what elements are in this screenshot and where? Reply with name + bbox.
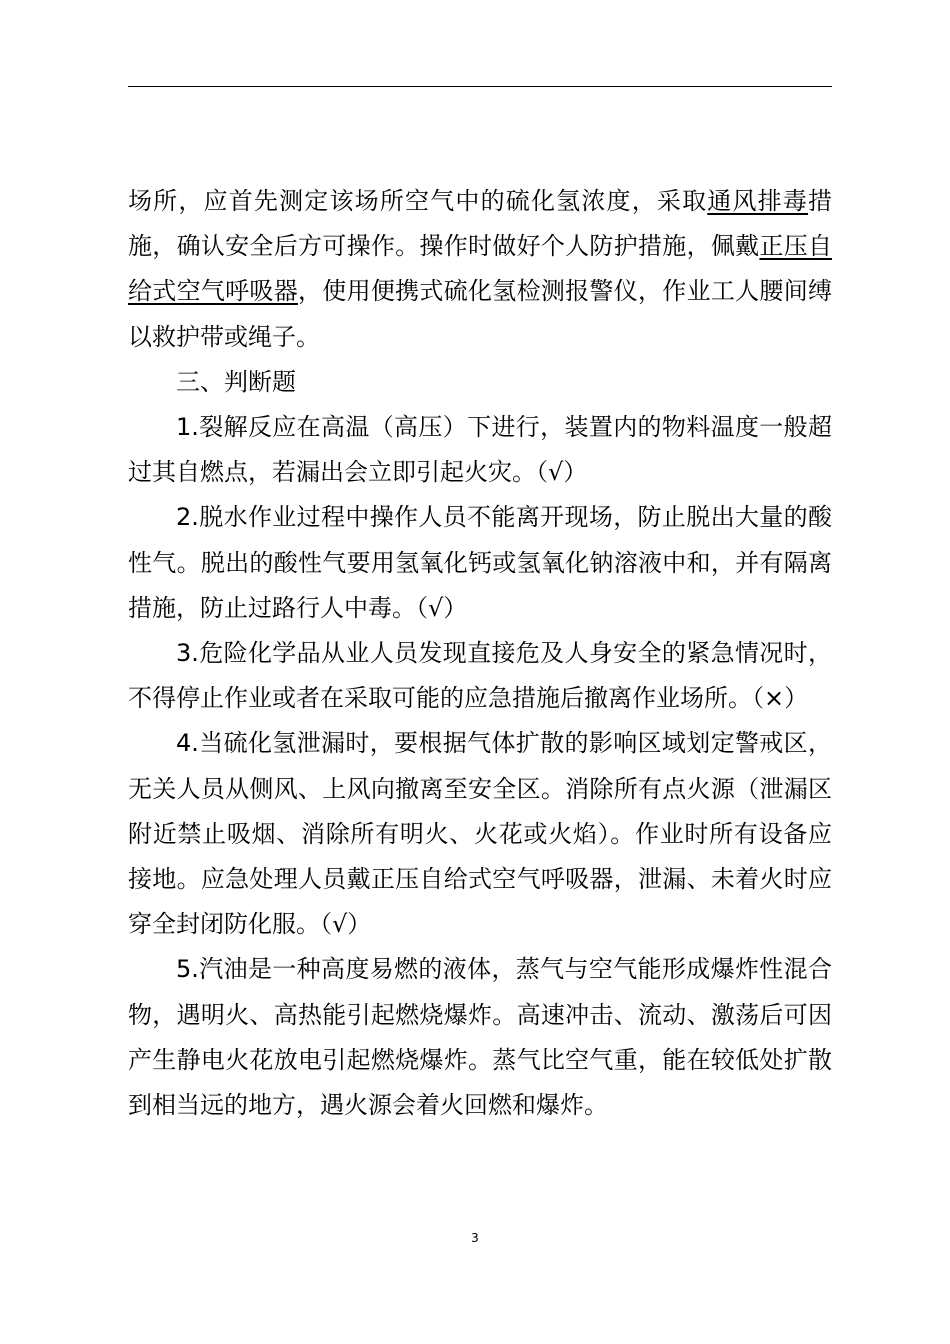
document-body — [128, 179, 832, 1128]
question-item: 4.当硫化氢泄漏时，要根据气体扩散的影响区域划定警戒区，无关人员从侧风、上风向撤离至安全区。消除所有点火源（泄漏区附近禁止吸烟、消除所有明火、火花或火焰）。作业时所有设备应接地。应急处理人员戴正压自给式空气呼吸器，泄漏、未着火时应穿全封闭防化服。（√） — [128, 729, 832, 939]
page-number: 3 — [471, 1231, 479, 1245]
section-heading: 三、判断题 — [176, 367, 296, 396]
question-item: 2.脱水作业过程中操作人员不能离开现场，防止脱出大量的酸性气。脱出的酸性气要用氢氧化钙或氢氧化钠溶液中和，并有隔离措施，防止过路行人中毒。（√） — [128, 503, 832, 622]
paragraph-text: ，使用便携式硫化氢检测报警仪，作业工人腰间缚以救护带或绳子。 — [128, 277, 832, 351]
question-item: 5.汽油是一种高度易燃的液体，蒸气与空气能形成爆炸性混合物，遇明火、高热能引起燃烧爆炸。高速冲击、流动、激荡后可因产生静电火花放电引起燃烧爆炸。蒸气比空气重，能在较低处扩散到相当远的地方，遇火源会着火回燃和爆炸。 — [128, 955, 832, 1120]
paragraph-continuation — [128, 179, 832, 360]
paragraph-text: 措施，确认安全后方可操作。操作时做好个人防护措施，佩戴 — [128, 187, 833, 261]
question-item: 3.危险化学品从业人员发现直接危及人身安全的紧急情况时，不得停止作业或者在采取可能的应急措施后撤离作业场所。（×） — [128, 639, 832, 713]
underlined-term: 通风排毒 — [707, 187, 809, 215]
header-rule — [128, 86, 832, 87]
paragraph-text: 场所，应首先测定该场所空气中的硫化氢浓度，采取 — [128, 187, 708, 215]
underlined-term: 正压自给式空气呼吸器 — [128, 232, 833, 306]
question-item: 1.裂解反应在高温（高压）下进行，装置内的物料温度一般超过其自燃点，若漏出会立即引起火灾。（√） — [128, 413, 832, 487]
